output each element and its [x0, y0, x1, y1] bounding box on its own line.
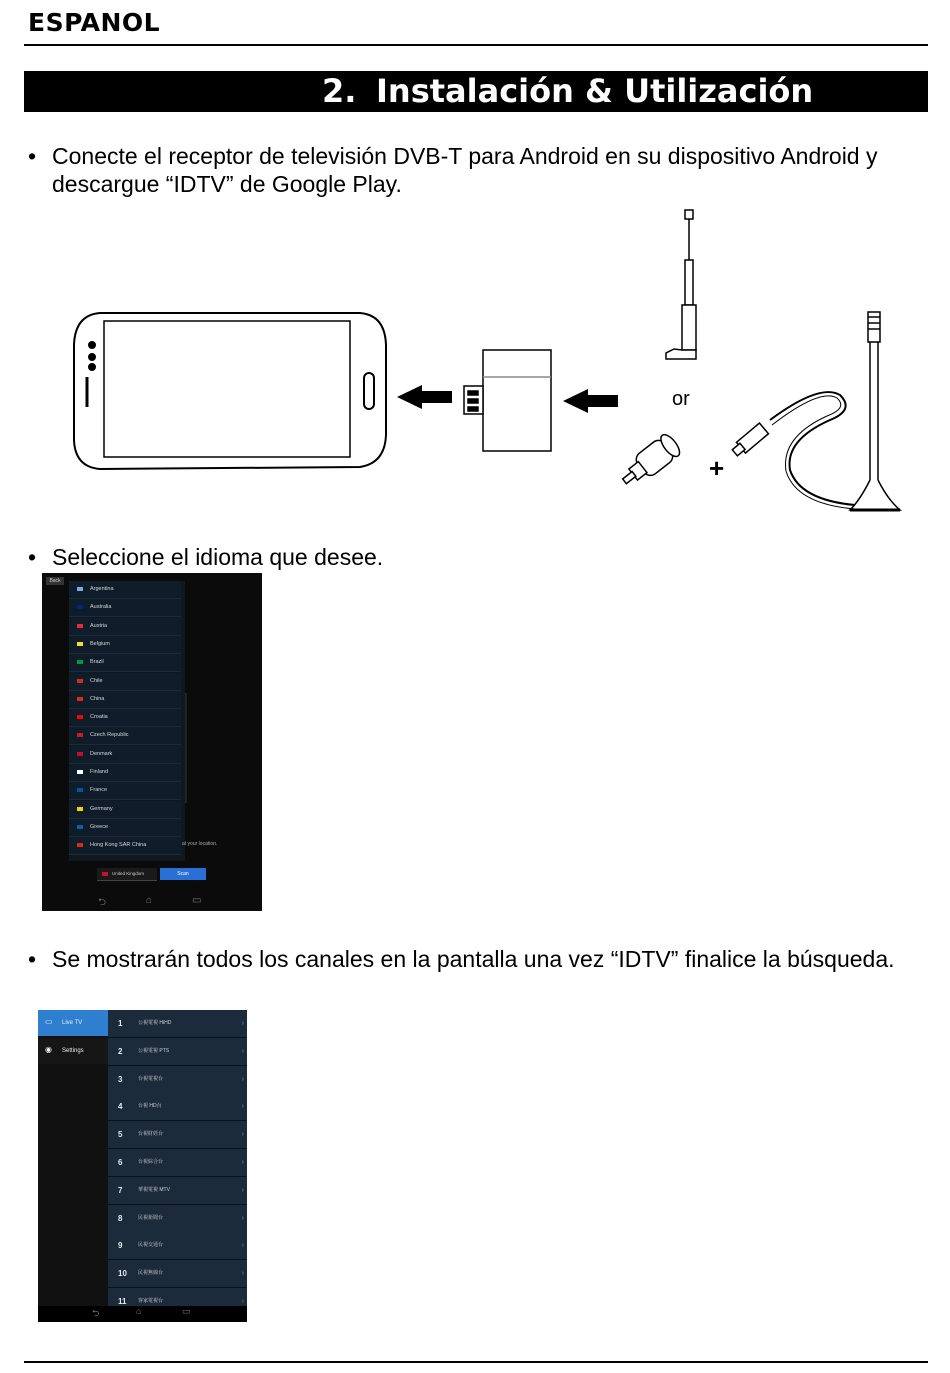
back-button[interactable]: Back [46, 577, 64, 585]
channel-number: 4 [118, 1102, 123, 1112]
country-name: Germany [90, 805, 113, 812]
tab-settings[interactable] [38, 1038, 108, 1064]
channel-row[interactable] [108, 1149, 247, 1177]
bullet-dot: • [28, 143, 37, 169]
selected-country: United Kingdom [112, 871, 145, 876]
chevron-right-icon: › [241, 1214, 244, 1222]
android-nav-bar [42, 891, 262, 911]
channel-name: 華視電視 MTV [138, 1186, 170, 1193]
channel-name: 台視財經台 [138, 1131, 164, 1138]
uk-flag-icon [102, 872, 108, 876]
channel-name: 台視綜合台 [138, 1159, 164, 1165]
channel-number: 9 [118, 1241, 123, 1251]
channel-number: 3 [118, 1074, 123, 1084]
bullet-text: Conecte el receptor de televisión DVB-T para Android en su dispositivo Android y descargue “IDTV” de Google Play. [52, 143, 878, 197]
country-name: Austria [90, 622, 108, 629]
channel-number: 5 [118, 1130, 123, 1140]
channel-list-screenshot [38, 1010, 247, 1322]
country-name: Greece [90, 823, 109, 830]
country-name: Czech Republic [90, 732, 129, 739]
flag-icon [77, 587, 83, 591]
country-name: Belgium [90, 640, 110, 647]
header-rule [24, 44, 928, 46]
chevron-right-icon: › [241, 1242, 244, 1250]
bullet-text: Seleccione el idioma que desee. [52, 544, 384, 570]
section-number: 2. [322, 72, 357, 110]
chevron-right-icon: › [241, 1298, 244, 1305]
channel-number: 11 [118, 1297, 127, 1306]
channel-name: 民視新聞台 [138, 1214, 164, 1221]
footer-rule [24, 1361, 928, 1363]
channel-name: 客家電視台 [138, 1298, 164, 1304]
channel-row[interactable] [108, 1038, 247, 1066]
country-list-item[interactable] [69, 618, 181, 636]
scroll-divider [185, 693, 187, 803]
flag-icon [77, 733, 83, 737]
country-name: Argentina [90, 586, 114, 592]
country-name: Chile [90, 677, 103, 684]
chevron-right-icon: › [241, 1075, 244, 1083]
country-name: Denmark [90, 750, 113, 757]
country-name: China [90, 695, 105, 702]
channel-row[interactable] [108, 1010, 247, 1038]
flag-icon [77, 770, 83, 774]
channel-number: 10 [118, 1269, 127, 1279]
channel-row[interactable] [108, 1177, 247, 1205]
country-selection-screenshot [42, 573, 262, 911]
channel-row[interactable] [108, 1232, 247, 1260]
chevron-right-icon: › [241, 1020, 244, 1027]
country-list-item[interactable] [69, 782, 181, 800]
country-name: Brazil [90, 659, 104, 666]
home-nav-icon[interactable]: ⌂ [146, 895, 153, 906]
country-list [69, 581, 185, 861]
channel-name: 民視交通台 [138, 1242, 164, 1249]
bullet-dot: • [28, 544, 37, 570]
tv-icon: ▭ [45, 1017, 53, 1026]
recent-apps-icon[interactable]: ▭ [182, 1306, 191, 1316]
flag-icon [77, 679, 83, 683]
tab-label: Settings [62, 1048, 84, 1054]
adapter-icon [617, 432, 683, 492]
back-nav-icon[interactable]: ⮌ [92, 1308, 100, 1318]
country-dropdown[interactable] [97, 868, 157, 881]
flag-icon [77, 825, 83, 829]
channel-row[interactable] [108, 1066, 247, 1094]
country-list-item[interactable] [69, 801, 181, 819]
channel-name: 民視無線台 [138, 1270, 164, 1277]
connection-illustration [60, 205, 910, 525]
sidebar [38, 1010, 108, 1322]
channel-number: 1 [118, 1019, 123, 1028]
channel-row[interactable] [108, 1205, 247, 1233]
phone-icon [74, 313, 386, 469]
country-list-item[interactable] [69, 636, 181, 654]
arrow-left-icon [397, 385, 452, 409]
gear-icon: ◉ [45, 1045, 52, 1054]
country-name: Australia [90, 604, 112, 611]
country-list-item[interactable] [69, 673, 181, 691]
channel-name: 台視 HD台 [138, 1103, 162, 1110]
flag-icon [77, 807, 83, 811]
country-list-item[interactable] [69, 599, 181, 617]
recent-apps-icon[interactable]: ▭ [192, 895, 202, 906]
channel-row[interactable] [108, 1093, 247, 1121]
channel-name: 公視電視 PTS [138, 1047, 170, 1054]
country-list-item[interactable] [69, 654, 181, 672]
country-list-item[interactable] [69, 727, 181, 745]
country-name: Croatia [90, 714, 108, 721]
country-list-item[interactable] [69, 691, 181, 709]
channel-number: 7 [118, 1185, 123, 1195]
country-list-item[interactable] [69, 764, 181, 782]
country-list-item[interactable] [69, 581, 181, 599]
bullet-text: Se mostrarán todos los canales en la pantalla una vez “IDTV” finalice la búsqueda. [52, 946, 895, 972]
arrow-left-icon [563, 389, 618, 413]
chevron-right-icon: › [241, 1159, 244, 1166]
back-nav-icon[interactable]: ⮌ [98, 897, 107, 908]
country-list-item[interactable] [69, 819, 181, 837]
flag-icon [77, 715, 83, 719]
flag-icon [77, 788, 83, 792]
magnetic-antenna-icon [730, 312, 900, 510]
home-nav-icon[interactable]: ⌂ [136, 1306, 142, 1316]
channel-row[interactable] [108, 1121, 247, 1149]
country-list-item[interactable] [69, 837, 181, 855]
channel-name: 台視電視台 [138, 1075, 164, 1082]
telescopic-antenna-icon [666, 210, 696, 359]
country-list-item[interactable] [69, 746, 181, 764]
country-name: Hong Kong SAR China [90, 842, 147, 849]
android-nav-bar [38, 1306, 247, 1322]
flag-icon [77, 605, 83, 609]
channel-row[interactable] [108, 1260, 247, 1288]
location-note: at your location. [182, 841, 218, 847]
channel-name: 公視電視 HiHD [138, 1020, 172, 1026]
channel-number: 8 [118, 1213, 123, 1223]
country-name: Finland [90, 769, 109, 775]
flag-icon [77, 624, 83, 628]
scan-button[interactable]: Scan [160, 868, 206, 880]
channel-number: 2 [118, 1046, 123, 1056]
chevron-right-icon: › [241, 1186, 244, 1194]
language-header: ESPANOL [28, 8, 161, 37]
chevron-right-icon: › [241, 1047, 244, 1055]
or-label: or [672, 388, 690, 410]
flag-icon [77, 642, 83, 646]
flag-icon [77, 697, 83, 701]
tab-live-tv[interactable] [38, 1010, 108, 1036]
flag-icon [77, 843, 83, 847]
channel-number: 6 [118, 1158, 123, 1167]
chevron-right-icon: › [241, 1131, 244, 1139]
country-list-item[interactable] [69, 709, 181, 727]
plus-label: + [709, 453, 725, 483]
receiver-icon [464, 350, 551, 451]
section-banner [24, 71, 928, 112]
bullet-dot: • [28, 946, 37, 972]
chevron-right-icon: › [241, 1103, 244, 1111]
flag-icon [77, 752, 83, 756]
section-title: Instalación & Utilización [376, 72, 814, 110]
chevron-right-icon: › [241, 1270, 244, 1278]
flag-icon [77, 660, 83, 664]
country-name: France [90, 787, 108, 794]
tab-label: Live TV [62, 1020, 83, 1026]
